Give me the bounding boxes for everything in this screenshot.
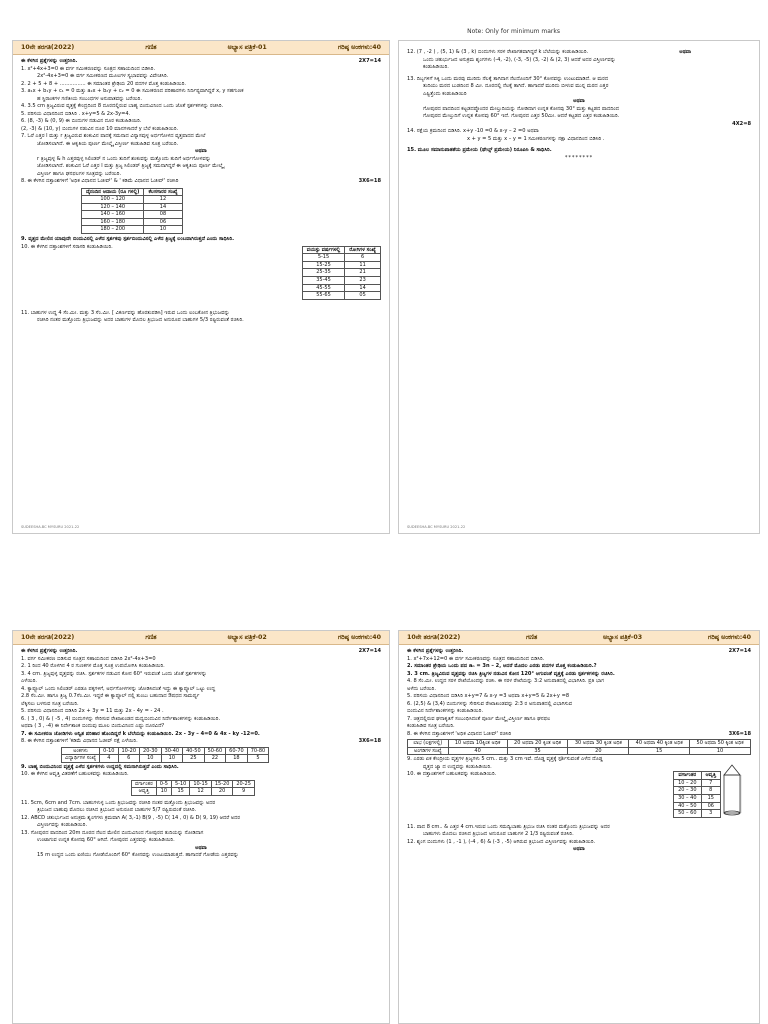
max-marks-label: ಗರಿಷ್ಠ ಅಂಕಗಳು:40 (337, 633, 381, 641)
table-cell: 10 – 20 (674, 779, 701, 787)
table-header: 20-25 (233, 780, 255, 788)
table-header: 15-20 (211, 780, 233, 788)
table-cell: 45-55 (302, 284, 344, 292)
question: 9. ಎರಡು ಏಕ ಕೇಂದ್ರೀಯ ವೃತ್ತಗಳ ತ್ರಿಜ್ಯಗಳು 5 cm.. ಮತ್ತು 3 cm ಇವೆ. ದೊಡ್ಡ ವೃತ್ತಕ್ಕೆ ಸ್ಪರ್ಶಿಸುವಂತೆ ಎಳೆದ ದೊಡ್ಡ (407, 756, 603, 763)
table-row (82, 211, 183, 219)
question: 5. ಪರಿಸಯ ವಿಧಾನದಿಂದ ಬಿಡಿಸಿರಿ 2x + 3y = 11 ಮತ್ತು 2x - 4y = - 24 . (21, 708, 164, 714)
section-marks: 3X6=18 (358, 738, 381, 744)
subject-label: ಗಣಿತ (525, 633, 538, 641)
subject-label: ಗಣಿತ (145, 43, 157, 51)
table-cell: 20 (568, 747, 629, 755)
paper-label: ಅಭ್ಯಾಸ ಪತ್ರಿಕೆ-03 (602, 633, 643, 641)
question: 6. ( 3 , 0) & ( -5 , 4) ಬಿಂದುಗಳನ್ನು ಸೇರಿಸುವ ರೇಖಾಖಂಡದ ಮಧ್ಯಬಿಂದುವಿನ ನಿರ್ದೇಶಾಂಕಗಳನ್ನು ಕಂಡುಹಿಡಿಯಿರಿ. (21, 715, 221, 722)
table-header: ವರ್ಗಾಂತರ (674, 772, 701, 780)
question: 9. ಬಾಹ್ಯ ಬಿಂದುವಿನಿಂದ ವೃತ್ತಕ್ಕೆ ಎಳೆದ ಸ್ಪರ್ಶಕಗಳು ಉದ್ದದಲ್ಲಿ ಸಮನಾಗಿರುತ್ತವೆ ಎಂದು ಸಾಧಿಸಿರಿ. (21, 763, 179, 770)
data-table (302, 246, 381, 300)
question: ವಿಸ್ತೀರ್ಣ ಹಾಗೂ ಘನಫಲಗಳ ಸೂತ್ರವನ್ನು ಬರೆಯಿರಿ. (37, 170, 122, 177)
table-row (674, 794, 721, 802)
question: ಅಥವಾ ( 3 , -4) ಈ ನಿರ್ದೇಶಾಂಕ ಬಿಂದುವು ಮೂಲ ಬಿಂದುವಿನಿಂದ ಎಷ್ಟು ದೂರವಿದೆ? (21, 723, 165, 729)
instruction: ಈ ಕೆಳಗಿನ ಪ್ರಶ್ನೆಗಳನ್ನು ಉತ್ತರಿಸಿರಿ. (21, 58, 78, 64)
question: 1. x²+4x+3=0 ಈ ವರ್ಗ ಸಮೀಕರಣವನ್ನು ಸೂತ್ರದ ಸಹಾಯದಿಂದ ಬಿಡಿಸಿರಿ. (21, 65, 156, 72)
question: ತುದಿಯು ಮರದ ಬುಡದಿಂದ 8 ಮೀ. ದೂರದಲ್ಲಿ ನೆಲಕ್ಕೆ ತಾಗಿದೆ. ಹಾಗಾದರೆ ಮುರಿದು ಬೀಳುವ ಮುನ್ನ ಮರದ ಎತ್ತರ (423, 83, 609, 89)
table-cell: 35 (507, 747, 568, 755)
question: ಕಂಡುಹಿಡಿಯಿರಿ. (423, 64, 449, 70)
or-label: ಅಥವಾ (195, 844, 207, 851)
table-cell: 180 – 200 (82, 226, 144, 234)
table-cell: 40 (448, 747, 507, 755)
instruction: ಈ ಕೆಳಗಿನ ಪ್ರಶ್ನೆಗಳನ್ನು ಉತ್ತರಿಸಿರಿ. (407, 648, 464, 654)
table-header: 20-30 (140, 747, 162, 755)
question: 3. a₁x + b₁y + c₁ = 0 ಮತ್ತು a₂x + b₂y + c₂ = 0 ಈ ಸಮೀಕರಣದ ಪರಿಹಾರಗಳು ನಿರ್ದಿಷ್ಟವಾಗಿದ್ದರೆ x, y ಸಹಗುಣಕ (21, 88, 244, 94)
question: ವಿಸ್ತೀರ್ಣವನ್ನು ಕಂಡುಹಿಡಿಯಿರಿ. (37, 822, 88, 829)
table-header: 40 ಅಥವಾ 40 ಕ್ಕಿಂತ ಅಧಿಕ (629, 740, 690, 748)
table-cell: 120 – 140 (82, 203, 144, 211)
question: 3. 3 cm. ತ್ರಿಜ್ಯವಿರುವ ವೃತ್ತವನ್ನು ರಚಿಸಿ ತ್ರಿಜ್ಯಗಳ ನಡುವಿನ ಕೋನ 120° ಆಗುವಂತೆ ವೃತ್ತಕ್ಕೆ ಎರಡು ಸ್ಪರ್ಶಕಗಳನ್ನು ರಚಿಸಿರಿ. (407, 670, 615, 677)
table-row (82, 218, 183, 226)
question: ಅಳೆದು ಬರೆಯಿರಿ. (407, 685, 436, 692)
question: 12. ಶೃಂಗ ಬಿಂದುಗಳು (1 , -1 ), (-4 , 6) & (-3 , -5) ಆಗಿರುವ ತ್ರಿಭುಜದ ವಿಸ್ತೀರ್ಣವನ್ನು ಕಂಡುಹಿಡಿಯಿರಿ. (407, 838, 596, 845)
table-cell: 12 (144, 196, 182, 204)
question: ಬಿಂದುವಿನ ನಿರ್ದೇಶಾಂಕಗಳನ್ನು ಕಂಡುಹಿಡಿಯಿರಿ. (407, 708, 484, 714)
section-marks: 2X7=14 (358, 58, 381, 64)
table-header: ವರ್ಗಾಂತರ (132, 780, 157, 788)
table-header: 30-40 (161, 747, 183, 755)
table-cell: 7 (701, 779, 721, 787)
question: 10. ಈ ಕೆಳಗಿನ ದತ್ತಾಂಶಗಳಿಗೆ ಸರಾಸರಿ ಕಂಡುಹಿಡಿಯಿರಿ. (21, 243, 113, 250)
question: ಲೆಕ್ಕಿಸಲು ಬಳಸುವ ಸೂತ್ರ ಬರೆಯಿರಿ. (21, 700, 79, 707)
question: 10. ಈ ದತ್ತಾಂಶಗಳಿಗೆ ಬಹುಲಕವನ್ನು ಕಂಡುಹಿಡಿಯಿರಿ. (407, 771, 497, 778)
table-row (82, 226, 183, 234)
table-row (302, 292, 380, 300)
table-row (674, 810, 721, 818)
question: 4. 8 ಸೆಂ.ಮೀ. ಉದ್ದದ ಸರಳ ರೇಖೆಯೊಂದನ್ನು ರಚಿಸಿ. ಈ ಸರಳ ರೇಖೆಯನ್ನು 3:2 ಅನುಪಾತದಲ್ಲಿ ವಿಭಾಗಿಸಿರಿ. ಪ್ರತಿ ಭಾಗ (407, 678, 604, 684)
table-header: ಅಂಕಗಳು (62, 747, 100, 755)
table-cell: 08 (144, 211, 182, 219)
table-cell: 6 (345, 254, 381, 262)
table-cell: 140 – 160 (82, 211, 144, 219)
question: ವೃತ್ತದ ಜ್ಯಾ ದ ಉದ್ದವನ್ನು ಕಂಡುಹಿಡಿಯಿರಿ. (423, 763, 492, 770)
question: 6. (8, -3) & (0, 9) ಈ ಬಿಂದುಗಳ ನಡುವಿನ ದೂರ ಕಂಡುಹಿಡಿಯಿರಿ. (21, 118, 142, 124)
table-cell: 22 (204, 755, 226, 763)
table-cell: 10 (161, 755, 183, 763)
table-header: 70-80 (247, 747, 269, 755)
data-table (131, 780, 255, 796)
table-cell: 160 – 180 (82, 218, 144, 226)
table-cell: 11 (345, 261, 381, 269)
table-header: ವಯಸ್ಸು ವರ್ಷಗಳಲ್ಲಿ (302, 246, 344, 254)
question: 15. ಮೂಲ ಸಮಾನುಪಾತತೆಯ ಪ್ರಮೇಯ (ಥೇಲ್ಸ್ ಪ್ರಮೇಯ) ನಿರೂಪಿಸಿ & ಸಾಧಿಸಿರಿ. (407, 147, 552, 153)
table-row (408, 747, 751, 755)
or-label: ಅಥವಾ (679, 49, 691, 55)
section-marks: 2X7=14 (728, 648, 751, 654)
table-cell: 30 – 40 (674, 794, 701, 802)
question: 10. ಈ ಕೆಳಗಿನ ಆವೃತ್ತಿ ವಿತರಣೆಗೆ ಬಹುಲಕವನ್ನು ಕಂಡುಹಿಡಿಯಿರಿ. (21, 771, 129, 778)
question: ಗೋಪುರದ ಪಾದದಿಂದ ಕಟ್ಟಡದಪ್ಪೊಂದರ ಮೇಲ್ತುದಿಯನ್ನು ನೋಡಿದಾಗ ಉನ್ನತ ಕೋನವು 30° ಮತ್ತು ಕಟ್ಟಡದ ಪಾದದಿಂದ (423, 105, 620, 112)
question: 13. ಗೋಪುರದ ಪಾದದಿಂದ 20m ದೂರದ ನೆಲದ ಮೇಲಿನ ಬಿಂದುವಿನಿಂದ ಗೋಪುರದ ತುದಿಯನ್ನು ನೋಡಿದಾಗ (21, 829, 204, 836)
table-cell: ಅಂಗಡಿಗಳ ಸಂಖ್ಯೆ (408, 747, 449, 755)
table-cell: 5-15 (302, 254, 344, 262)
table-cell: 50 – 60 (674, 810, 701, 818)
question: ಜೋಡಿಸಲಾಗಿದೆ. ಶಂಕುವಿನ ಓರೆ ಎತ್ತರ l ಮತ್ತು ತ್ರಿಜ್ಯ ಸಿಲಿಂಡರ್ ತ್ರಿಜ್ಯಕ್ಕೆ ಸಮನಾಗಿದ್ದರೆ ಈ ಆಕೃತಿಯ ಪೂರ್ಣ ಮೇಲ್ಮೈ (37, 163, 224, 169)
question: ಕಂಡುಹಿಡಿವ ಸೂತ್ರ ಬರೆಯಿರಿ. (407, 723, 455, 729)
question: 11. ಬಾಹುಗಳ ಉದ್ದ 4 ಸೆಂ.ಮೀ. ಮತ್ತು 3 ಸೆಂ.ಮೀ. [ ವಿಕರ್ಣವನ್ನು ಹೊರತುಪಡಿಸಿ] ಇರುವ ಒಂದು ಲಂಬಕೋನ ತ್ರಿಭುಜವನ್ನು (21, 309, 230, 316)
question: 11. 5cm, 6cm and 7cm. ಬಾಹುಗಳುಳ್ಳ ಒಂದು ತ್ರಿಭುಜವನ್ನು ರಚಿಸಿರಿ ನಂತರ ಮತ್ತೊಂದು ತ್ರಿಭುಜವನ್ನು ಅದರ (21, 799, 216, 806)
question: 12. (7 , -2 ) , (5, 1) & (3 , k) ಬಿಂದುಗಳು ಸರಳ ರೇಖಾಗತವಾಗಿದ್ದರೆ k ಬೆಲೆಯನ್ನು ಕಂಡುಹಿಡಿಯಿರಿ. (407, 49, 589, 55)
table-cell: 40 – 50 (674, 802, 701, 810)
table-cell: 10 (690, 747, 751, 755)
table-cell: 10 (156, 788, 171, 796)
question: ಗೋಪುರದ ಮೇಲ್ತುದಿಗೆ ಉನ್ನತ ಕೋನವು 60° ಇದೆ. ಗೋಪುರದ ಎತ್ತರ 50ಮೀ. ಆದರೆ ಕಟ್ಟಡದ ಎತ್ತರ ಕಂಡುಹಿಡಿಯಿರಿ. (423, 113, 620, 119)
question: 14. ನಕ್ಷೆಯ ಕ್ರಮದಿಂದ ಬಿಡಿಸಿರಿ. x+y -10 =0 & x-y – 2 =0 ಅಥವಾ (407, 128, 539, 134)
table-cell: 25-35 (302, 269, 344, 277)
table-header: 0-5 (156, 780, 171, 788)
question: 2. 1 ರಿಂದ 40 ರೊಳಗಿನ 4 ರ ಗುಣಕಗಳ ಮೊತ್ತ ಸೂತ್ರ ಉಪಯೋಗಿಸಿ ಕಂಡುಹಿಡಿಯಿರಿ. (21, 663, 165, 669)
table-cell: 15-25 (302, 261, 344, 269)
worksheet-02 (12, 630, 390, 1024)
question: 15 m ಉದ್ದದ ಒಂದು ಏಣಿಯು ಗೋಡೆಯೊಂದಿಗೆ 60° ಕೋನವನ್ನು ಉಂಟುಮಾಡುತ್ತದೆ. ಹಾಗಾದರೆ ಗೋಡೆಯ ಎತ್ತರವನ್ನು (37, 852, 239, 859)
table-header: 30 ಅಥವಾ 30 ಕ್ಕಿಂತ ಅಧಿಕ (568, 740, 629, 748)
question: ರಚಿಸಿರಿ ನಂತರ ಮತ್ತೊಂದು ತ್ರಿಭುಜವನ್ನು ಅದರ ಬಾಹುಗಳ ಮೊದಲ ತ್ರಿಭುಜದ ಅನುರೂಪ ಬಾಹುಗಳ 5/3 ರಷ್ಟಿರುವಂತೆ ರಚಿಸಿರಿ. (37, 317, 244, 324)
table-header: ಆವೃತ್ತಿ (701, 772, 721, 780)
table-header: 10 ಅಥವಾ 10ಕ್ಕಿಂತ ಅಧಿಕ (448, 740, 507, 748)
table-cell: 18 (226, 755, 248, 763)
table-cell: 6 (118, 755, 140, 763)
table-cell: 9 (233, 788, 255, 796)
class-label: 10ನೇ ತರಗತಿ(2022) (407, 633, 461, 641)
table-row (674, 787, 721, 795)
section-marks: 4X2=8 (732, 120, 751, 127)
table-header: 10-15 (190, 780, 212, 788)
solid-figure-diagram (715, 763, 749, 823)
or-label: ಅಥವಾ (195, 148, 207, 154)
table-header: 60-70 (226, 747, 248, 755)
table-cell: 14 (345, 284, 381, 292)
question: 8. ಈ ಕೆಳಗಿನ ದತ್ತಾಂಶಗಳಿಗೆ 'ಅಧಿಕ ವಿಧಾನದ ಓಜೀವ್' & ' ಕಡಿಮೆ ವಿಧಾನದ ಓಜೀವ್' ರಚಿಸಿರಿ (21, 178, 179, 184)
section-marks: 3X6=18 (728, 730, 751, 737)
footer: SUDEESHA.BC MYSURU 2021-22 (407, 525, 466, 529)
worksheet-header (13, 41, 389, 55)
table-header: ರೋಗಿಗಳ ಸಂಖ್ಯೆ (345, 246, 381, 254)
section-marks: 2X7=14 (358, 648, 381, 654)
table-row (132, 788, 255, 796)
table-cell: 20 (211, 788, 233, 796)
question: 2.8 ಸೆಂ.ಮೀ. ಹಾಗೂ ತ್ರಿಜ್ಯ 0.7ಸೆಂ.ಮೀ. ಇದ್ದರೆ ಈ ಕ್ಯಾಪ್ಸೂಲ್ ನಲ್ಲಿ ತುಂಬು ಬಹುದಾದ ಔಷಧದ ಸಾಮರ್ಥ್ಯ (21, 693, 200, 699)
table-cell: 55-65 (302, 292, 344, 300)
table-row (674, 779, 721, 787)
question: 3. 4 cm. ತ್ರಿಜ್ಯವುಳ್ಳ ವೃತ್ತವನ್ನು ರಚಿಸಿ. ಸ್ಪರ್ಶಕಗಳ ನಡುವಿನ ಕೋನ 60° ಇರುವಂತೆ ಒಂದು ಜೊತೆ ಸ್ಪರ್ಶಕಗಳನ್ನು (21, 670, 207, 677)
table-row (302, 284, 380, 292)
table-row (302, 276, 380, 284)
question: 11. ಪಾದ 8 cm.. & ಎತ್ತರ 4 cm.ಇರುವ ಒಂದು ಸಮದ್ವಿಬಾಹು ತ್ರಿಭುಜ ರಚಿಸಿ ನಂತರ ಮತ್ತೊಂದು ತ್ರಿಭುಜವನ್ನು ಅದರ (407, 823, 610, 830)
question: 5. ಪರಿಸಯ ವಿಧಾನದಿಂದ ಬಿಡಿಸಿರಿ x+y=7 & x-y =3 ಅಥವಾ x+y=5 & 2x+y =8 (407, 693, 570, 699)
data-table (81, 188, 183, 235)
table-cell: 8 (701, 787, 721, 795)
worksheet-header (399, 631, 759, 645)
data-table (407, 739, 751, 755)
table-row (82, 203, 183, 211)
table-header: 40-50 (183, 747, 205, 755)
table-cell: 35-45 (302, 276, 344, 284)
question: 1. x²+7x+12=0 ಈ ವರ್ಗ ಸಮೀಕರಣವನ್ನು ಸೂತ್ರದ ಸಹಾಯದಿಂದ ಬಿಡಿಸಿರಿ. (407, 655, 545, 662)
table-cell: 14 (144, 203, 182, 211)
class-label: 10ನೇ ತರಗತಿ(2022) (21, 43, 75, 51)
instruction: ಈ ಕೆಳಗಿನ ಪ್ರಶ್ನೆಗಳನ್ನು ಉತ್ತರಿಸಿರಿ. (21, 648, 78, 654)
data-table (673, 771, 721, 818)
worksheet-01 (12, 40, 390, 534)
data-table (61, 747, 269, 763)
table-cell: 15 (629, 747, 690, 755)
table-header: 10-20 (118, 747, 140, 755)
table-row (62, 755, 269, 763)
question: 8. ಈ ಕೆಳಗಿನ ದತ್ತಾಂಶಗಳಿಗೆ 'ಅಧಿಕ ವಿಧಾನದ ಓಜೀವ್' ರಚಿಸಿರಿ (407, 730, 512, 737)
question: 2. 2 + 5 + 8 + ................ ಈ ಸಮಾಂತರ ಶ್ರೇಢಿಯ 20 ಪದಗಳ ಮೊತ್ತ ಕಂಡುಹಿಡಿಯಿರಿ. (21, 80, 187, 87)
question: 1. ವರ್ಗ ಸಮೀಕರಣ ಬಿಡಿಸುವ ಸೂತ್ರದ ಸಹಾಯದಿಂದ ಬಿಡಿಸಿರಿ 2x²-4x+3=0 (21, 655, 156, 662)
max-marks-label: ಗರಿಷ್ಠ ಅಂಕಗಳು:40 (707, 633, 751, 641)
table-cell: 100 – 120 (82, 196, 144, 204)
question: 8. ಈ ಕೆಳಗಿನ ದತ್ತಾಂಶಗಳಿಗೆ 'ಕಡಿಮೆ ವಿಧಾನದ ಓಜೀವ್ ನಕ್ಷೆ ಎಳೆಯಿರಿ. (21, 738, 138, 744)
table-cell: 15 (701, 794, 721, 802)
worksheet-01-continued (398, 40, 760, 534)
question: 9. ವೃತ್ತದ ಮೇಲಿನ ಯಾವುದೇ ಬಿಂದುವಿನಲ್ಲಿ ಎಳೆದ ಸ್ಪರ್ಶಕವು ಸ್ಪರ್ಶಬಿಂದುವಿನಲ್ಲಿ ಎಳೆದ ತ್ರಿಜ್ಯಕ್ಕೆ ಲಂಬವಾಗಿರುತ್ತದೆ ಎಂದು ಸಾಧಿಸಿರಿ. (21, 236, 235, 243)
table-cell: 10 (144, 226, 182, 234)
max-marks-label: ಗರಿಷ್ಠ ಅಂಕಗಳು:40 (337, 43, 381, 51)
table-cell: 05 (345, 292, 381, 300)
question: ಉಂಟಾಗುವ ಉನ್ನತ ಕೋನವು 60° ಆಗಿದೆ. ಗೋಪುರದ ಎತ್ತರವನ್ನು ಕಂಡುಹಿಡಿಯಿರಿ. (37, 837, 175, 844)
question: 13. ದಿಬ್ಬಗಳಿಗೆ ಸಿಕ್ಕಿ ಒಂದು ಮರವು ಮುರಿದು ನೆಲಕ್ಕೆ ತಾಗಿದಾಗ ನೆಲದೊಂದಿಗೆ 30° ಕೋನವನ್ನು ಉಂಟುಮಾಡಿದೆ. ಆ ಮರದ (407, 75, 609, 82)
question: ಬಾಹುಗಳು ಮೊದಲು ರಚಿಸಿದ ತ್ರಿಭುಜದ ಅನುರೂಪ ಬಾಹುಗಳ 2 1/3 ರಷ್ಟಿರುವಂತೆ ರಚಿಸಿರಿ. (423, 831, 574, 838)
table-header: 50 ಅಥವಾ 50 ಕ್ಕಿಂತ ಅಧಿಕ (690, 740, 751, 748)
table-row (302, 254, 380, 262)
question: ತ್ರಿಭುಜದ ಬಾಹುವು ಮೊದಲು ರಚಿಸಿದ ತ್ರಿಭುಜದ ಅನುರೂಪ ಬಾಹುಗಳ 5/7 ರಷ್ಟಿರುವಂತೆ ರಚಿಸಿರಿ. (37, 807, 197, 814)
question: 2. ಸಮಾಂತರ ಶ್ರೇಢಿಯ ಒಂದು ಪದ aₙ = 3n – 2, ಆದರೆ ಮೊದಲ ಎರಡು ಪದಗಳ ಮೊತ್ತ ಕಂಡುಹಿಡಿಯಿರಿ.? (407, 663, 597, 669)
table-cell: 23 (345, 276, 381, 284)
subject-label: ಗಣಿತ (145, 633, 157, 641)
or-label: ಅಥವಾ (573, 98, 585, 104)
question: 7. ಚಿತ್ರದಲ್ಲಿರುವ ಘನಾಕೃತಿಗೆ ಸಂಬಂಧಿಸಿದಂತೆ ಪೂರ್ಣ ಮೇಲ್ಮೈ ವಿಸ್ತೀರ್ಣ ಹಾಗೂ ಘನಫಲ (407, 715, 551, 722)
table-cell: 10 (140, 755, 162, 763)
table-header: ದೈನಂದಿನ ಆದಾಯ (ರೂ ಗಳಲ್ಲಿ) (82, 188, 144, 196)
table-header: 5-10 (171, 780, 189, 788)
table-cell: 4 (100, 755, 118, 763)
table-cell: 20 – 30 (674, 787, 701, 795)
table-cell: 21 (345, 269, 381, 277)
question: ಜೋಡಿಸಲಾಗಿದೆ. ಈ ಆಕೃತಿಯ ಪೂರ್ಣ ಮೇಲ್ಮೈ ವಿಸ್ತೀರ್ಣ ಕಂಡುಹಿಡಿವ ಸೂತ್ರ ಬರೆಯಿರಿ. (37, 140, 179, 147)
end-marker: ******** (564, 154, 594, 161)
table-header: 0-10 (100, 747, 118, 755)
table-header: 20 ಅಥವಾ 20 ಕ್ಕಿಂತ ಅಧಿಕ (507, 740, 568, 748)
table-header: ಕೆಲಸಗಾರರ ಸಂಖ್ಯೆ (144, 188, 182, 196)
question: 7. ಓರೆ ಎತ್ತರ l ಮತ್ತು r ತ್ರಿಜ್ಯವಿರುವ ಶಂಕುವಿನ ಪಾದಕ್ಕೆ ಸಮನಾದ ವಿನ್ಯಾಸವುಳ್ಳ ಅರ್ಧಗೋಳದ ವೃತ್ತಪಾದದ ಮೇಲೆ (21, 133, 206, 139)
paper-label: ಅಭ್ಯಾಸ ಪತ್ರಿಕೆ-01 (227, 43, 267, 51)
table-cell: 12 (190, 788, 212, 796)
or-label: ಅಥವಾ (573, 846, 585, 853)
question: ಎಷ್ಟಿತ್ತೆಂದು ಕಂಡುಹಿಡಿಯಿರಿ (423, 90, 467, 97)
footer: SUDEESHA.BC MYSURU 2021-22 (21, 525, 80, 529)
class-label: 10ನೇ ತರಗತಿ(2022) (21, 633, 75, 641)
table-row (674, 802, 721, 810)
question: (2, -3) & (10, y) ಬಿಂದುಗಳ ನಡುವಿನ ದೂರ 10 ಮಾನಗಳಾದರೆ y ಬೆಲೆ ಕಂಡುಹಿಡಿಯಿರಿ. (21, 125, 179, 132)
question: 12. ABCD ಚತುರ್ಭುಜದ ಅನುಕ್ರಮ ಶೃಂಗಗಳು ಕ್ರಮವಾಗಿ A( 3,-1) B(9 , -5) C( 14 , 0) & D( 9, 19) ಆದರೆ ಅದರ (21, 814, 241, 821)
question: 4. ಕ್ಯಾಪ್ಸೂಲ್ ಒಂದು ಸಿಲಿಂಡರ್ ಎರಡೂ ಪಕ್ಕಗಳಿಗೆ, ಅರ್ಧಗೋಳಗಳನ್ನು ಜೋಡಿಸಿದಂತೆ ಇದ್ದು ಈ ಕ್ಯಾಪ್ಸೂಲ್ ಒಟ್ಟು ಉದ್ದ (21, 685, 216, 692)
question: 4. 3.5 cm ತ್ರಿಜ್ಯವಿರುವ ವೃತ್ತಕ್ಕೆ ಕೇಂದ್ರದಿಂದ 8 ದೂರದಲ್ಲಿರುವ ಬಾಹ್ಯ ಬಿಂದುವಿನಿಂದ ಒಂದು ಜೊತೆ ಸ್ಪರ್ಶಕಗಳನ್ನು ರಚಿಸಿರಿ. (21, 103, 224, 109)
table-cell: 15 (171, 788, 189, 796)
table-cell: 3 (701, 810, 721, 818)
table-row (302, 261, 380, 269)
question: ಎಳೆಯಿರಿ. (21, 678, 38, 684)
question: ಒಂದು ಚತುರ್ಭುಜದ ಅನುಕ್ರಮ ಶೃಂಗಗಳು (-4, -2), (-3, -5) (3, -2) & (2, 3) ಆದರೆ ಅದರ ವಿಸ್ತೀರ್ಣವನ್ನು (423, 56, 616, 63)
section-marks: 3X6=18 (358, 178, 381, 184)
top-note: Note: Only for minimum marks (467, 28, 560, 35)
question: r ತ್ರಿಜ್ಯವುಳ್ಳ & h ಎತ್ತರವುಳ್ಳ ಸಿಲಿಂಡರ್ ನ ಒಂದು ತುದಿಗೆ ಶಂಕುವನ್ನು ಮತ್ತೊಂದು ತುದಿಗೆ ಅರ್ಧಗೋಳವನ್ನು (37, 155, 211, 162)
table-header: ಲಾಭ (ಲಕ್ಷಗಳಲ್ಲಿ) (408, 740, 449, 748)
paper-label: ಅಭ್ಯಾಸ ಪತ್ರಿಕೆ-02 (227, 633, 267, 641)
table-header: 50-60 (204, 747, 226, 755)
question: ಹ ಸ್ಥಿರಾಂಕಗಳ ಗಣಿತೀಯ ಸಂಬಂಧಗಳ ಅನುಪಾತವನ್ನು ಬರೆಯಿರಿ. (37, 95, 142, 102)
question: 7. ಈ ಸಮೀಕರಣ ಜೋಡಿಗಳು ಅನ್ವಿತ ಪರಿಹಾರ ಹೊಂದಿದ್ದರೆ k ಬೆಲೆಯನ್ನು ಕಂಡುಹಿಡಿಯಿರಿ. 2x - 3y – 4=0 & 4x - ky -12=0. (21, 730, 260, 737)
table-row (302, 269, 380, 277)
table-cell: ಆವೃತ್ತಿ (132, 788, 157, 796)
worksheet-03 (398, 630, 760, 1024)
table-cell: 06 (701, 802, 721, 810)
table-cell: 5 (247, 755, 269, 763)
table-cell: 25 (183, 755, 205, 763)
question: x + y = 5 ಮತ್ತು x – y = 1 ಸಮೀಕರಣಗಳನ್ನು ನಕ್ಷಾ ವಿಧಾನದಿಂದ ಬಿಡಿಸಿರಿ . (467, 135, 605, 142)
question: 5. ಪರಿಸಯ ವಿಧಾನದಿಂದ ಬಿಡಿಸಿರಿ . x+y=5 & 2x-3y=4. (21, 110, 131, 117)
table-row (82, 196, 183, 204)
question: 6. (2,5) & (3,4) ಬಿಂದುಗಳನ್ನು ಸೇರಿಸುವ ರೇಖಾಖಂಡವನ್ನು 2:3 ರ ಅನುಪಾತದಲ್ಲಿ ವಿಭಾಗಿಸುವ (407, 700, 573, 707)
table-cell: ವಿದ್ಯಾರ್ಥಿಗಳ ಸಂಖ್ಯೆ (62, 755, 100, 763)
worksheet-header (13, 631, 389, 645)
table-cell: 06 (144, 218, 182, 226)
question: 2x²-4x+3=0 ಈ ವರ್ಗ ಸಮೀಕರಣದ ಮೂಲಗಳ ಸ್ವಭಾವವನ್ನು ವಿವೇಚಿಸಿರಿ. (37, 73, 169, 79)
